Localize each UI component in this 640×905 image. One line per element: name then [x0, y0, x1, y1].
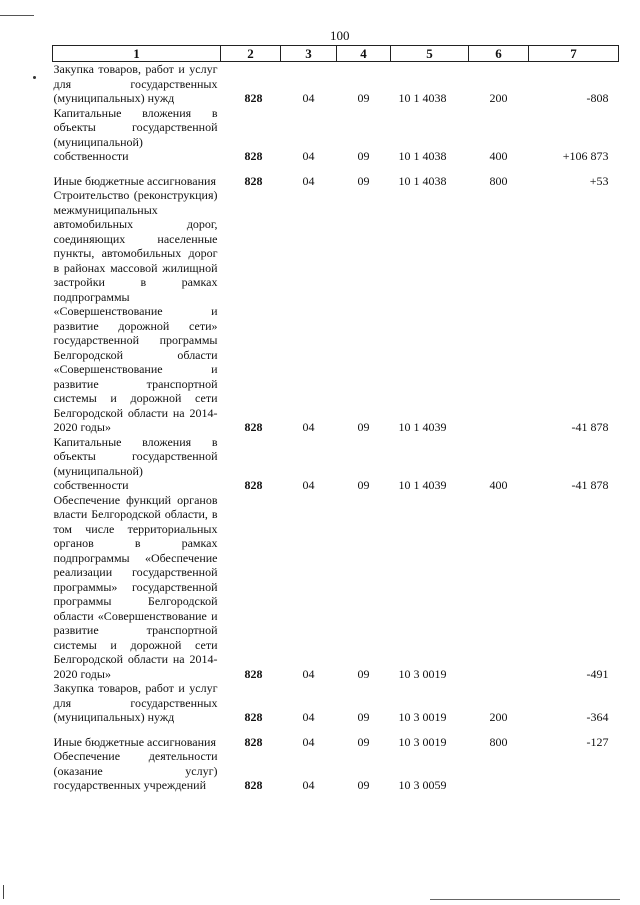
row-subsection: 09 [357, 173, 370, 188]
header-col-7: 7 [529, 46, 619, 62]
scan-dot-mark [33, 76, 36, 79]
row-name: Капитальные вложения в объекты государственной (муниципальной) собственности [53, 105, 218, 163]
table-row [53, 188, 619, 435]
row-name: Закупка товаров, работ и услуг для государственных (муниципальных) нужд [53, 62, 218, 105]
header-col-6: 6 [469, 46, 529, 62]
row-section: 04 [302, 149, 315, 163]
budget-table [52, 45, 619, 793]
row-expense-type [469, 749, 529, 793]
row-expense-type: 800 [489, 173, 508, 188]
row-target-code: 10 1 4039 [398, 420, 447, 434]
row-name: Иные бюджетные ассигнования [53, 173, 216, 188]
row-name: Иные бюджетные ассигнования [53, 734, 216, 749]
row-section: 04 [302, 734, 315, 749]
row-subsection: 09 [357, 91, 370, 105]
row-section: 04 [302, 666, 315, 681]
row-expense-type: 400 [489, 149, 508, 163]
row-target-code: 10 1 4039 [398, 478, 447, 492]
scan-bottom-line [430, 899, 620, 900]
row-target-code: 10 3 0059 [398, 778, 447, 792]
header-col-1: 1 [53, 46, 221, 62]
row-amount: +106 873 [562, 149, 609, 163]
row-target-code: 10 1 4038 [398, 173, 447, 188]
row-name: Закупка товаров, работ и услуг для государственных (муниципальных) нужд [53, 681, 218, 724]
row-subsection: 09 [357, 149, 370, 163]
row-grbs: 828 [244, 173, 263, 188]
row-expense-type [469, 188, 529, 435]
table-row [53, 62, 619, 106]
table-row [53, 164, 619, 189]
row-grbs: 828 [244, 420, 263, 434]
row-grbs: 828 [244, 149, 263, 163]
row-section: 04 [302, 420, 315, 434]
table-row [53, 749, 619, 793]
row-subsection: 09 [357, 666, 370, 681]
row-section: 04 [302, 710, 315, 724]
row-expense-type: 200 [489, 91, 508, 105]
page-number: 100 [330, 28, 350, 43]
row-grbs: 828 [244, 778, 263, 792]
row-section: 04 [302, 91, 315, 105]
scan-corner-mark [0, 15, 34, 16]
row-target-code: 10 3 0019 [398, 710, 447, 724]
row-section: 04 [302, 173, 315, 188]
row-amount: -41 878 [571, 420, 609, 434]
row-target-code: 10 1 4038 [398, 149, 447, 163]
header-col-5: 5 [391, 46, 469, 62]
row-amount: -364 [586, 710, 609, 724]
header-col-3: 3 [281, 46, 337, 62]
row-grbs: 828 [244, 478, 263, 492]
row-amount: -808 [586, 91, 609, 105]
row-subsection: 09 [357, 710, 370, 724]
row-amount: -127 [586, 734, 609, 749]
row-amount: +53 [589, 173, 609, 188]
row-section: 04 [302, 778, 315, 792]
row-target-code: 10 3 0019 [398, 666, 447, 681]
scan-edge-mark [3, 885, 4, 899]
row-grbs: 828 [244, 91, 263, 105]
row-name: Обеспечение функций органов власти Белгородской области, в том числе территориальных органов в рамках подпрограммы «Обеспечение реализации государственной программы» государственной программы Белгородской области «Совершенствование и развитие транспортной системы и дорожной сети Белгородской области на 2014-2020 годы» [53, 492, 218, 681]
table-header-row [53, 46, 619, 62]
row-amount: -491 [586, 666, 609, 681]
row-expense-type: 400 [489, 478, 508, 492]
table-row [53, 435, 619, 493]
row-name: Обеспечение деятельности (оказание услуг) государственных учреждений [53, 749, 218, 792]
header-col-4: 4 [337, 46, 391, 62]
row-amount [529, 749, 619, 793]
row-subsection: 09 [357, 478, 370, 492]
row-expense-type: 800 [489, 734, 508, 749]
table-row [53, 681, 619, 725]
table-row [53, 106, 619, 164]
row-grbs: 828 [244, 710, 263, 724]
row-grbs: 828 [244, 734, 263, 749]
row-name: Капитальные вложения в объекты государственной (муниципальной) собственности [53, 434, 218, 492]
row-grbs: 828 [244, 666, 263, 681]
header-col-2: 2 [221, 46, 281, 62]
row-subsection: 09 [357, 778, 370, 792]
row-name: Строительство (реконструкция) межмуниципальных автомобильных дорог, соединяющих населенные пункты, автомобильных дорог в районах массовой жилищной застройки в рамках подпрограммы «Совершенствование и развитие дорожной сети» государственной программы Белгородской области «Совершенствование и развитие транспортной системы и дорожной сети Белгородской области на 2014-2020 годы» [53, 188, 218, 434]
table-row [53, 725, 619, 750]
row-target-code: 10 3 0019 [398, 734, 447, 749]
row-target-code: 10 1 4038 [398, 91, 447, 105]
row-amount: -41 878 [571, 478, 609, 492]
row-expense-type [469, 493, 529, 682]
row-section: 04 [302, 478, 315, 492]
row-expense-type: 200 [489, 710, 508, 724]
table-row [53, 493, 619, 682]
row-subsection: 09 [357, 420, 370, 434]
row-subsection: 09 [357, 734, 370, 749]
